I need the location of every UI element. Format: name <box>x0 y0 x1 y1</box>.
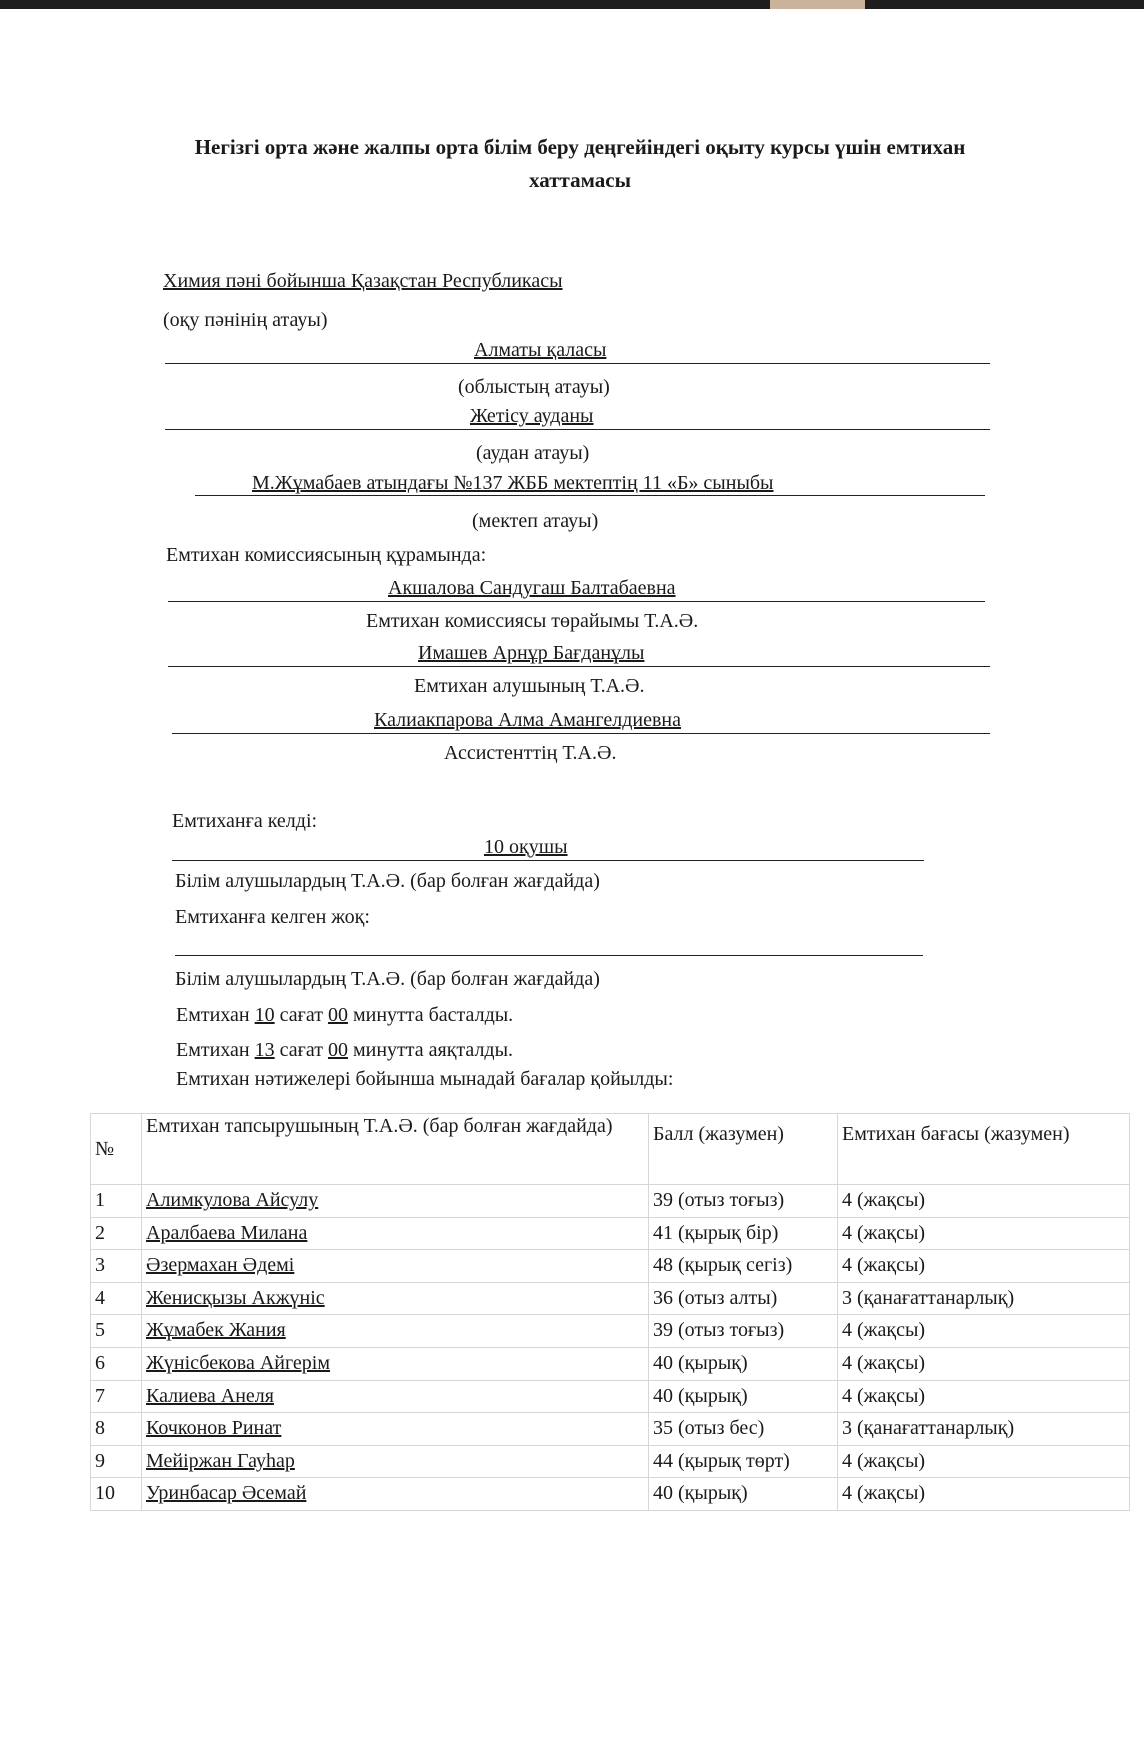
end-hour: 13 <box>254 1039 275 1061</box>
cell-name: Уринбасар Әсемай <box>142 1478 649 1511</box>
cell-num: 1 <box>91 1185 142 1218</box>
start-hour: 10 <box>254 1004 275 1026</box>
cell-num: 10 <box>91 1478 142 1511</box>
table-row <box>91 1413 1130 1446</box>
cell-score: 48 (қырық сегіз) <box>649 1250 838 1283</box>
cell-name: Женисқызы Акжүніс <box>142 1282 649 1315</box>
end-prefix: Емтихан <box>176 1039 250 1061</box>
cell-grade: 4 (жақсы) <box>838 1185 1130 1218</box>
cell-name: Аралбаева Милана <box>142 1217 649 1250</box>
attendance-absent-underline <box>175 955 923 956</box>
end-minute: 00 <box>327 1039 348 1061</box>
school-caption: (мектеп атауы) <box>472 510 599 532</box>
cell-score: 40 (қырық) <box>649 1380 838 1413</box>
region-value: Алматы қаласы <box>474 339 607 361</box>
cell-grade: 4 (жақсы) <box>838 1315 1130 1348</box>
table-row <box>91 1217 1130 1250</box>
scan-top-edge <box>0 0 1144 9</box>
cell-grade: 4 (жақсы) <box>838 1380 1130 1413</box>
table-row <box>91 1282 1130 1315</box>
cell-num: 9 <box>91 1445 142 1478</box>
cell-grade: 3 (қанағаттанарлық) <box>838 1413 1130 1446</box>
header-name: Емтихан тапсырушының Т.А.Ә. (бар болған жағдайда) <box>142 1114 649 1185</box>
chair-caption: Емтихан комиссиясы төрайымы Т.А.Ә. <box>366 610 699 632</box>
attendance-absent-caption: Білім алушылардың Т.А.Ә. (бар болған жағдайда) <box>175 968 600 990</box>
cell-name: Жұмабек Жания <box>142 1315 649 1348</box>
cell-name: Кочконов Ринат <box>142 1413 649 1446</box>
exam-end-time <box>176 1039 513 1062</box>
scan-top-edge-gap <box>770 0 865 9</box>
attendance-absent-label: Емтиханға келген жоқ: <box>175 906 370 928</box>
cell-score: 40 (қырық) <box>649 1478 838 1511</box>
district-underline <box>165 429 990 430</box>
table-row <box>91 1250 1130 1283</box>
table-row <box>91 1315 1130 1348</box>
header-score: Балл (жазумен) <box>649 1114 838 1185</box>
cell-grade: 3 (қанағаттанарлық) <box>838 1282 1130 1315</box>
end-hour-unit: сағат <box>279 1039 323 1061</box>
subject-value: Химия пәні бойынша Қазақстан Республикасы <box>163 270 563 292</box>
subject-caption: (оқу пәнінің атауы) <box>163 309 328 331</box>
cell-grade: 4 (жақсы) <box>838 1478 1130 1511</box>
cell-score: 40 (қырық) <box>649 1347 838 1380</box>
header-num: № <box>91 1114 142 1185</box>
cell-num: 2 <box>91 1217 142 1250</box>
cell-grade: 4 (жақсы) <box>838 1445 1130 1478</box>
table-row <box>91 1445 1130 1478</box>
cell-num: 5 <box>91 1315 142 1348</box>
district-value: Жетісу ауданы <box>470 405 594 427</box>
chair-underline <box>168 601 985 602</box>
table-header-row <box>91 1114 1130 1185</box>
region-underline <box>165 363 990 364</box>
commission-label: Емтихан комиссиясының құрамында: <box>166 544 487 566</box>
table-row <box>91 1380 1130 1413</box>
cell-name: Мейіржан Гауһар <box>142 1445 649 1478</box>
cell-num: 6 <box>91 1347 142 1380</box>
cell-name: Әзермахан Әдемі <box>142 1250 649 1283</box>
cell-grade: 4 (жақсы) <box>838 1250 1130 1283</box>
cell-num: 8 <box>91 1413 142 1446</box>
start-minute: 00 <box>327 1004 348 1026</box>
assistant-caption: Ассистенттің Т.А.Ә. <box>444 742 617 764</box>
cell-score: 36 (отыз алты) <box>649 1282 838 1315</box>
header-grade: Емтихан бағасы (жазумен) <box>838 1114 1130 1185</box>
cell-score: 39 (отыз тоғыз) <box>649 1315 838 1348</box>
school-underline <box>195 495 985 496</box>
district-caption: (аудан атауы) <box>476 442 590 464</box>
school-value: М.Жұмабаев атындағы №137 ЖББ мектептің 11 «Б» сыныбы <box>252 472 774 494</box>
start-hour-unit: сағат <box>279 1004 323 1026</box>
cell-name: Калиева Анеля <box>142 1380 649 1413</box>
attendance-came-underline <box>172 860 924 861</box>
document-title-line1: Негізгі орта және жалпы орта білім беру деңгейіндегі оқыту курсы үшін емтихан <box>194 135 966 159</box>
cell-name: Алимкулова Айсулу <box>142 1185 649 1218</box>
assistant-underline <box>172 733 990 734</box>
table-row <box>91 1478 1130 1511</box>
examiner-underline <box>168 666 990 667</box>
region-caption: (облыстың атауы) <box>458 376 610 398</box>
attendance-came-label: Емтиханға келді: <box>172 810 318 832</box>
attendance-came-caption: Білім алушылардың Т.А.Ә. (бар болған жағдайда) <box>175 870 600 892</box>
examiner-name: Имашев Арнұр Бағданұлы <box>418 642 645 664</box>
start-suffix: минутта басталды. <box>352 1004 514 1026</box>
cell-name: Жүнісбекова Айгерім <box>142 1347 649 1380</box>
assistant-name: Калиакпарова Алма Амангелдиевна <box>374 709 681 731</box>
table-row <box>91 1347 1130 1380</box>
results-table <box>90 1113 1130 1511</box>
cell-grade: 4 (жақсы) <box>838 1347 1130 1380</box>
cell-num: 3 <box>91 1250 142 1283</box>
results-intro: Емтихан нәтижелері бойынша мынадай бағалар қойылды: <box>176 1068 674 1090</box>
start-prefix: Емтихан <box>176 1004 250 1026</box>
cell-num: 7 <box>91 1380 142 1413</box>
table-row <box>91 1185 1130 1218</box>
cell-score: 35 (отыз бес) <box>649 1413 838 1446</box>
examiner-caption: Емтихан алушының Т.А.Ә. <box>414 675 645 697</box>
cell-score: 44 (қырық төрт) <box>649 1445 838 1478</box>
cell-score: 39 (отыз тоғыз) <box>649 1185 838 1218</box>
attendance-came-value: 10 оқушы <box>484 836 568 858</box>
cell-grade: 4 (жақсы) <box>838 1217 1130 1250</box>
exam-start-time <box>176 1004 513 1027</box>
cell-score: 41 (қырық бір) <box>649 1217 838 1250</box>
end-suffix: минутта аяқталды. <box>352 1039 514 1061</box>
chair-name: Акшалова Сандугаш Балтабаевна <box>388 577 676 599</box>
document-title-line2: хаттамасы <box>529 168 631 192</box>
cell-num: 4 <box>91 1282 142 1315</box>
